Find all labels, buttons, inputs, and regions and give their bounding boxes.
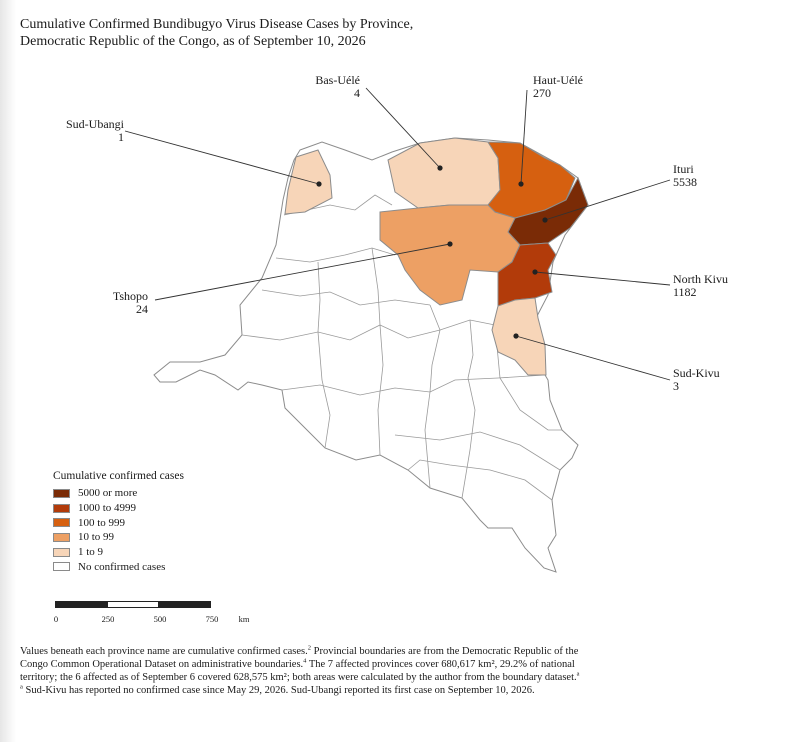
legend-item <box>53 559 184 574</box>
legend-label: 5000 or more <box>78 487 138 500</box>
footnote-ref-4: 4 <box>303 657 307 665</box>
footnote-main-part-2: Provincial boundaries are from the Democratic Republic of the Congo Common Operational Dataset on administrative boundaries. <box>20 646 579 670</box>
legend-title: Cumulative confirmed cases <box>53 470 184 482</box>
footnote-a-text: Sud-Kivu has reported no confirmed case since May 29, 2026. Sud-Ubangi reported its first case on September 10, 2026. <box>22 685 535 696</box>
scale-segment-1 <box>55 601 107 608</box>
scale-tick-500: 500 <box>153 614 167 624</box>
label-sud-kivu <box>673 367 743 393</box>
label-north-kivu <box>673 273 753 299</box>
label-sud-kivu-name: Sud-Kivu <box>673 366 720 380</box>
label-north-kivu-cases: 1182 <box>673 285 697 299</box>
footnote-main <box>20 645 590 684</box>
legend-label: 100 to 999 <box>78 516 126 529</box>
label-sud-ubangi-cases: 1 <box>118 130 124 144</box>
scale-unit: km <box>238 614 250 624</box>
legend-label: 1 to 9 <box>78 546 104 559</box>
map-legend <box>53 470 184 574</box>
label-haut-uele-name: Haut-Uélé <box>533 73 583 87</box>
label-bas-uele <box>290 74 360 100</box>
marker-sud-ubangi <box>316 181 321 186</box>
footnote-ref-a: a <box>576 670 580 678</box>
label-bas-uele-name: Bas-Uélé <box>315 73 360 87</box>
legend-item <box>53 515 184 530</box>
footnote-ref-2: 2 <box>307 644 311 652</box>
footnote-main-part-3: The 7 affected provinces cover 680,617 km², 29.2% of national territory; the 6 affected as of September 6 covered 628,575 km²; both areas were calculated by the author from the boundary dataset. <box>20 659 577 683</box>
label-haut-uele-cases: 270 <box>533 86 551 100</box>
marker-tshopo <box>447 241 452 246</box>
legend-label: No confirmed cases <box>78 560 166 573</box>
footnote-main-part-1: Values beneath each province name are cumulative confirmed cases. <box>20 646 308 657</box>
legend-label: 10 to 99 <box>78 531 115 544</box>
marker-north-kivu <box>532 269 537 274</box>
label-tshopo <box>80 290 148 316</box>
footnote-a <box>20 684 590 697</box>
legend-swatch <box>53 548 70 557</box>
legend-item <box>53 501 184 516</box>
footnote-a-marker: a <box>20 683 23 691</box>
label-sud-ubangi <box>44 118 124 144</box>
scale-segment-2 <box>107 601 159 608</box>
label-ituri <box>673 163 733 189</box>
legend-label: 1000 to 4999 <box>78 502 137 515</box>
label-sud-kivu-cases: 3 <box>673 379 679 393</box>
label-tshopo-name: Tshopo <box>112 289 148 303</box>
legend-swatch <box>53 518 70 527</box>
scale-tick-250: 250 <box>101 614 115 624</box>
legend-item <box>53 486 184 501</box>
label-tshopo-cases: 24 <box>136 302 148 316</box>
scale-tick-0: 0 <box>53 614 59 624</box>
label-bas-uele-cases: 4 <box>354 86 360 100</box>
title-line-1: Cumulative Confirmed Bundibugyo Virus Disease Cases by Province, <box>20 17 414 32</box>
label-north-kivu-name: North Kivu <box>673 272 728 286</box>
scale-bar <box>55 601 295 631</box>
legend-swatch <box>53 562 70 571</box>
legend-rows <box>53 486 184 574</box>
marker-haut-uele <box>518 181 523 186</box>
label-haut-uele <box>533 74 613 100</box>
legend-swatch <box>53 533 70 542</box>
marker-bas-uele <box>437 165 442 170</box>
title-line-2: Democratic Republic of the Congo, as of September 10, 2026 <box>20 34 366 49</box>
scale-segment-3 <box>159 601 211 608</box>
label-ituri-cases: 5538 <box>673 175 697 189</box>
legend-swatch <box>53 489 70 498</box>
legend-item <box>53 530 184 545</box>
label-sud-ubangi-name: Sud-Ubangi <box>66 117 124 131</box>
legend-swatch <box>53 504 70 513</box>
scale-tick-750: 750 <box>205 614 219 624</box>
legend-item <box>53 545 184 560</box>
label-ituri-name: Ituri <box>673 162 694 176</box>
footnotes <box>20 645 590 697</box>
marker-sud-kivu <box>513 333 518 338</box>
marker-ituri <box>542 217 547 222</box>
